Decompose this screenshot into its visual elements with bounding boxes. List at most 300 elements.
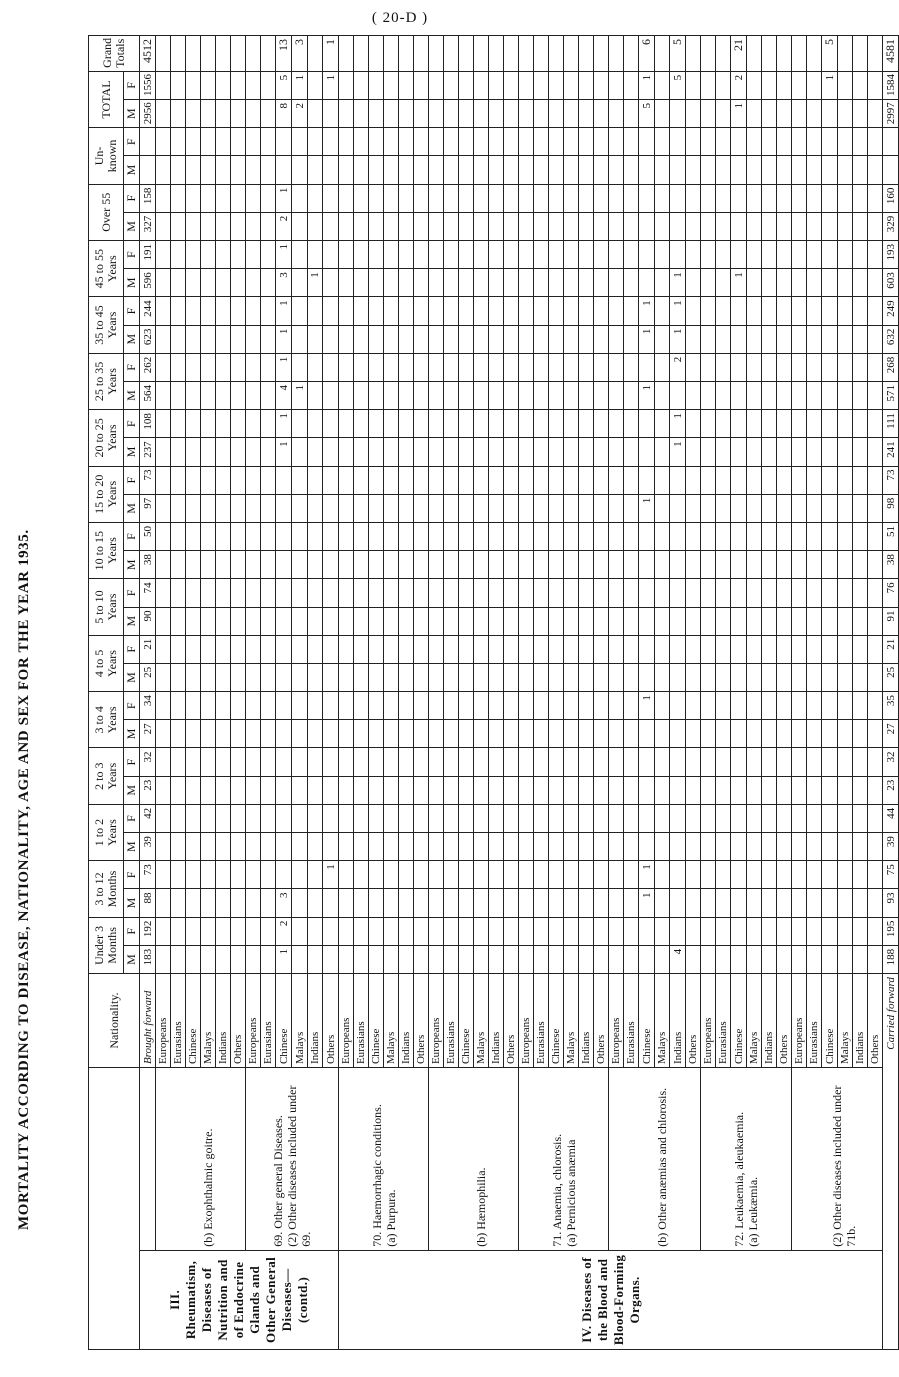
value-cell (399, 128, 414, 156)
value-cell (308, 100, 323, 128)
value-cell (853, 917, 868, 945)
value-cell (519, 71, 534, 99)
value-cell (292, 410, 308, 438)
value-cell (868, 522, 883, 550)
value-cell (354, 438, 369, 466)
value-cell (686, 917, 701, 945)
value-cell (594, 776, 609, 804)
value-cell (853, 692, 868, 720)
value-cell (868, 748, 883, 776)
value-cell (186, 776, 201, 804)
value-cell (624, 692, 639, 720)
value-cell (549, 917, 564, 945)
value-cell (201, 494, 216, 522)
value-cell (624, 663, 639, 691)
value-cell (609, 917, 624, 945)
value-cell (639, 240, 655, 268)
value-cell (444, 579, 459, 607)
value-cell (534, 833, 549, 861)
value-cell (731, 522, 747, 550)
value-cell (609, 156, 624, 184)
value-cell (308, 861, 323, 889)
value-cell (231, 945, 246, 973)
nationality-cell: Indians (853, 974, 868, 1068)
value-cell (474, 748, 489, 776)
value-cell (639, 466, 655, 494)
value-cell (777, 466, 792, 494)
value-cell: 1 (822, 71, 838, 99)
value-cell (579, 466, 594, 494)
value-cell (216, 438, 231, 466)
value-cell (429, 776, 444, 804)
value-cell (308, 156, 323, 184)
value-cell (414, 861, 429, 889)
value-cell (716, 212, 731, 240)
carried-forward-value: 268 (883, 353, 899, 381)
grand-total-cell (201, 36, 216, 72)
value-cell (747, 635, 762, 663)
value-cell (276, 748, 292, 776)
value-cell (429, 522, 444, 550)
value-cell (489, 692, 504, 720)
value-cell (216, 889, 231, 917)
value-cell (384, 156, 399, 184)
value-cell (261, 748, 276, 776)
value-cell (716, 692, 731, 720)
value-cell (686, 410, 701, 438)
value-cell (579, 297, 594, 325)
value-cell (624, 438, 639, 466)
value-cell (171, 71, 186, 99)
carried-forward-value: 44 (883, 804, 899, 832)
value-cell (777, 776, 792, 804)
value-cell (504, 579, 519, 607)
value-cell (777, 297, 792, 325)
value-cell (519, 325, 534, 353)
value-cell (747, 269, 762, 297)
value-cell (384, 71, 399, 99)
value-cell (701, 240, 716, 268)
value-cell (716, 184, 731, 212)
value-cell (731, 692, 747, 720)
value-cell (564, 945, 579, 973)
value-cell (474, 607, 489, 635)
value-cell (156, 466, 171, 494)
value-cell (838, 579, 853, 607)
value-cell (853, 212, 868, 240)
value-cell (853, 889, 868, 917)
value-cell (686, 776, 701, 804)
value-cell (822, 269, 838, 297)
value-cell (186, 607, 201, 635)
subdisease-name: (b) Other anæmias and chlorosis. (654, 1087, 669, 1247)
value-cell (504, 466, 519, 494)
value-cell (156, 889, 171, 917)
value-cell (246, 240, 261, 268)
grand-total-cell (686, 36, 701, 72)
value-cell (339, 748, 354, 776)
value-cell (186, 212, 201, 240)
value-cell (838, 945, 853, 973)
value-cell (564, 917, 579, 945)
value-cell (459, 635, 474, 663)
value-cell (489, 100, 504, 128)
value-cell (686, 720, 701, 748)
value-cell (339, 720, 354, 748)
value-cell (323, 494, 339, 522)
value-cell: 2956 (140, 100, 156, 128)
value-cell (549, 353, 564, 381)
value-cell (201, 861, 216, 889)
value-cell (354, 945, 369, 973)
value-cell (686, 353, 701, 381)
value-cell (670, 635, 686, 663)
value-cell (792, 917, 807, 945)
value-cell (519, 240, 534, 268)
value-cell (292, 494, 308, 522)
value-cell (579, 522, 594, 550)
value-cell (594, 663, 609, 691)
value-cell (186, 748, 201, 776)
value-cell (504, 381, 519, 409)
value-cell (201, 776, 216, 804)
value-cell (670, 381, 686, 409)
value-cell (444, 438, 459, 466)
value-cell (231, 720, 246, 748)
value-cell (171, 297, 186, 325)
value-cell (807, 551, 822, 579)
value-cell (747, 466, 762, 494)
nationality-cell: Europeans (519, 974, 534, 1068)
value-cell (201, 353, 216, 381)
carried-forward-value: 98 (883, 494, 899, 522)
value-cell (807, 804, 822, 832)
value-cell (716, 861, 731, 889)
value-cell (534, 184, 549, 212)
value-cell (792, 297, 807, 325)
value-cell (399, 804, 414, 832)
value-cell (777, 438, 792, 466)
value-cell (686, 269, 701, 297)
disease-name: 70. Haemorrhagic conditions. (a) Purpura. (339, 1068, 429, 1251)
value-cell (399, 156, 414, 184)
value-cell: 327 (140, 212, 156, 240)
value-cell (716, 494, 731, 522)
value-cell (231, 861, 246, 889)
value-cell (731, 184, 747, 212)
nationality-cell: Indians (579, 974, 594, 1068)
value-cell (201, 212, 216, 240)
value-cell (792, 776, 807, 804)
value-cell (762, 269, 777, 297)
value-cell (444, 804, 459, 832)
value-cell (519, 184, 534, 212)
value-cell (807, 381, 822, 409)
value-cell (519, 776, 534, 804)
value-cell (777, 579, 792, 607)
value-cell (156, 128, 171, 156)
value-cell (534, 889, 549, 917)
value-cell (655, 438, 670, 466)
value-cell (777, 748, 792, 776)
value-cell (323, 297, 339, 325)
value-cell (670, 804, 686, 832)
value-cell (171, 917, 186, 945)
value-cell (399, 833, 414, 861)
value-cell (384, 128, 399, 156)
value-cell (384, 720, 399, 748)
value-cell (292, 748, 308, 776)
value-cell (701, 325, 716, 353)
carried-forward-value: 25 (883, 663, 899, 691)
value-cell (549, 438, 564, 466)
value-cell (489, 804, 504, 832)
value-cell (354, 156, 369, 184)
value-cell (429, 861, 444, 889)
value-cell (639, 184, 655, 212)
value-cell (686, 438, 701, 466)
value-cell (853, 748, 868, 776)
value-cell (459, 381, 474, 409)
value-cell (639, 663, 655, 691)
value-cell (354, 804, 369, 832)
value-cell (489, 156, 504, 184)
value-cell (670, 692, 686, 720)
value-cell (686, 804, 701, 832)
value-cell (579, 945, 594, 973)
value-cell (261, 71, 276, 99)
value-cell: 1 (639, 861, 655, 889)
value-cell (853, 381, 868, 409)
value-cell (186, 381, 201, 409)
value-cell (762, 861, 777, 889)
value-cell (216, 917, 231, 945)
value-cell (701, 607, 716, 635)
value-cell (276, 466, 292, 494)
value-cell (231, 494, 246, 522)
value-cell (308, 776, 323, 804)
value-cell (399, 663, 414, 691)
grand-total-cell (354, 36, 369, 72)
value-cell (354, 551, 369, 579)
value-cell (549, 635, 564, 663)
value-cell (261, 353, 276, 381)
value-cell (504, 607, 519, 635)
value-cell (504, 269, 519, 297)
value-cell (838, 833, 853, 861)
value-cell (504, 71, 519, 99)
value-cell (762, 128, 777, 156)
value-cell (369, 269, 384, 297)
value-cell (459, 692, 474, 720)
value-cell (156, 748, 171, 776)
value-cell (716, 635, 731, 663)
value-cell: 32 (140, 748, 156, 776)
value-cell (246, 861, 261, 889)
grand-total-cell (564, 36, 579, 72)
header-male: M (124, 833, 140, 861)
value-cell (156, 833, 171, 861)
value-cell (156, 410, 171, 438)
value-cell (655, 269, 670, 297)
value-cell (655, 833, 670, 861)
value-cell (579, 240, 594, 268)
header-female: F (124, 466, 140, 494)
value-cell (594, 240, 609, 268)
value-cell (216, 381, 231, 409)
value-cell (156, 100, 171, 128)
value-cell (261, 381, 276, 409)
value-cell (171, 720, 186, 748)
table-row (156, 36, 171, 1350)
value-cell (594, 635, 609, 663)
carried-forward-value: 93 (883, 889, 899, 917)
value-cell (716, 579, 731, 607)
value-cell (609, 607, 624, 635)
value-cell (156, 184, 171, 212)
value-cell (747, 522, 762, 550)
value-cell (853, 494, 868, 522)
value-cell (747, 861, 762, 889)
value-cell (308, 184, 323, 212)
value-cell (639, 269, 655, 297)
value-cell (474, 551, 489, 579)
value-cell (838, 804, 853, 832)
value-cell (822, 522, 838, 550)
value-cell (261, 297, 276, 325)
value-cell (276, 494, 292, 522)
value-cell (246, 381, 261, 409)
value-cell (369, 156, 384, 184)
nationality-cell: Malays (655, 974, 670, 1068)
value-cell (822, 748, 838, 776)
value-cell (246, 720, 261, 748)
value-cell (369, 438, 384, 466)
value-cell (292, 466, 308, 494)
value-cell (686, 635, 701, 663)
value-cell (384, 861, 399, 889)
value-cell (414, 917, 429, 945)
value-cell (474, 212, 489, 240)
value-cell: 5 (276, 71, 292, 99)
value-cell (853, 607, 868, 635)
table-row (792, 36, 807, 1350)
value-cell (231, 522, 246, 550)
value-cell (339, 381, 354, 409)
value-cell (504, 945, 519, 973)
value-cell (414, 692, 429, 720)
value-cell (292, 269, 308, 297)
value-cell (246, 748, 261, 776)
value-cell: 8 (276, 100, 292, 128)
value-cell (579, 635, 594, 663)
value-cell (459, 240, 474, 268)
value-cell (444, 184, 459, 212)
value-cell (504, 353, 519, 381)
value-cell (323, 410, 339, 438)
nationality-cell: Indians (489, 974, 504, 1068)
value-cell (519, 551, 534, 579)
value-cell (369, 494, 384, 522)
value-cell (323, 522, 339, 550)
value-cell (276, 156, 292, 184)
value-cell (354, 861, 369, 889)
value-cell (792, 381, 807, 409)
value-cell (655, 861, 670, 889)
value-cell (354, 692, 369, 720)
value-cell (308, 692, 323, 720)
value-cell (838, 692, 853, 720)
value-cell (747, 692, 762, 720)
value-cell (384, 607, 399, 635)
value-cell (171, 325, 186, 353)
value-cell (429, 100, 444, 128)
value-cell (686, 212, 701, 240)
value-cell (308, 833, 323, 861)
value-cell (564, 466, 579, 494)
carried-forward-value: 1584 (883, 71, 899, 99)
value-cell (292, 522, 308, 550)
value-cell (762, 889, 777, 917)
value-cell (504, 889, 519, 917)
value-cell (246, 494, 261, 522)
value-cell (414, 945, 429, 973)
value-cell (369, 917, 384, 945)
value-cell (186, 917, 201, 945)
value-cell (639, 607, 655, 635)
value-cell (474, 438, 489, 466)
value-cell (323, 156, 339, 184)
value-cell (504, 128, 519, 156)
value-cell (276, 128, 292, 156)
value-cell (853, 269, 868, 297)
value-cell (323, 804, 339, 832)
subdisease-name: (2) Other diseases included under 69. (285, 1085, 313, 1247)
header-female: F (124, 635, 140, 663)
value-cell (807, 184, 822, 212)
value-cell (579, 156, 594, 184)
value-cell (807, 776, 822, 804)
nationality-cell: Malays (838, 974, 853, 1068)
carried-forward-value: 603 (883, 269, 899, 297)
value-cell (339, 184, 354, 212)
value-cell (609, 71, 624, 99)
value-cell (670, 579, 686, 607)
value-cell: 73 (140, 861, 156, 889)
value-cell (731, 381, 747, 409)
value-cell (216, 494, 231, 522)
value-cell (339, 635, 354, 663)
value-cell (369, 692, 384, 720)
carried-forward-value: 75 (883, 861, 899, 889)
value-cell (216, 297, 231, 325)
value-cell (171, 663, 186, 691)
value-cell (838, 156, 853, 184)
disease-name (156, 1068, 246, 1251)
value-cell (701, 353, 716, 381)
value-cell (399, 607, 414, 635)
value-cell (534, 381, 549, 409)
value-cell: 623 (140, 325, 156, 353)
value-cell (747, 240, 762, 268)
header-male: M (124, 607, 140, 635)
value-cell (292, 917, 308, 945)
value-cell (747, 353, 762, 381)
value-cell (489, 438, 504, 466)
value-cell (594, 128, 609, 156)
value-cell (504, 184, 519, 212)
value-cell (624, 128, 639, 156)
